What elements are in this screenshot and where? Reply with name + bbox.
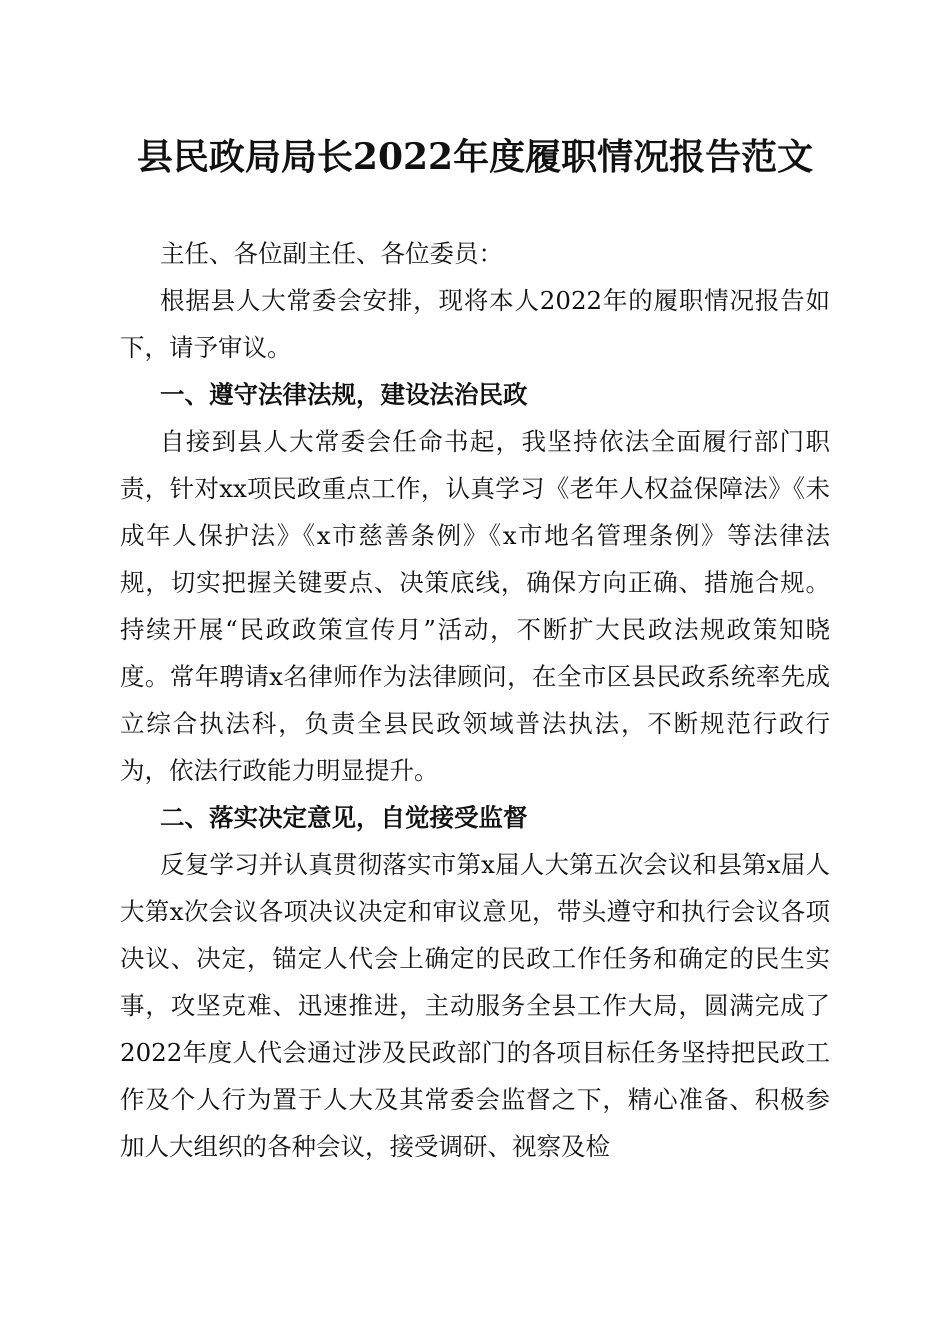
document-title: 县民政局局长2022年度履职情况报告范文 [136, 136, 814, 178]
section-2-heading: 二、落实决定意见，自觉接受监督 [160, 803, 528, 832]
section-2-paragraph: 反复学习并认真贯彻落实市第x届人大第五次会议和县第x届人大第x次会议各项决议决定和审议意见，带头遵守和执行会议各项决议、决定，锚定人代会上确定的民政工作任务和确定的民生实事，攻坚克难、迅速推进，主动服务全县工作大局，圆满完成了2022年度人代会通过涉及民政部门的各项目标任务坚持把民政工作及个人行为置于人大及其常委会监督之下，精心准备、积极参加人大组织的各种会议，接受调研、视察及检 [120, 850, 830, 1161]
document-body [120, 230, 830, 1170]
intro-paragraph: 根据县人大常委会安排，现将本人2022年的履职情况报告如下，请予审议。 [120, 286, 830, 362]
salutation: 主任、各位副主任、各位委员： [160, 239, 503, 268]
section-1-paragraph: 自接到县人大常委会任命书起，我坚持依法全面履行部门职责，针对xx项民政重点工作，认真学习《老年人权益保障法》《未成年人保护法》《x市慈善条例》《x市地名管理条例》等法律法规，切实把握关键要点、决策底线，确保方向正确、措施合规。持续开展“民政政策宣传月”活动，不断扩大民政法规政策知晓度。常年聘请x名律师作为法律顾问，在全市区县民政系统率先成立综合执法科，负责全县民政领域普法执法，不断规范行政行为，依法行政能力明显提升。 [120, 427, 830, 785]
section-1-heading: 一、遵守法律法规，建设法治民政 [160, 380, 528, 409]
